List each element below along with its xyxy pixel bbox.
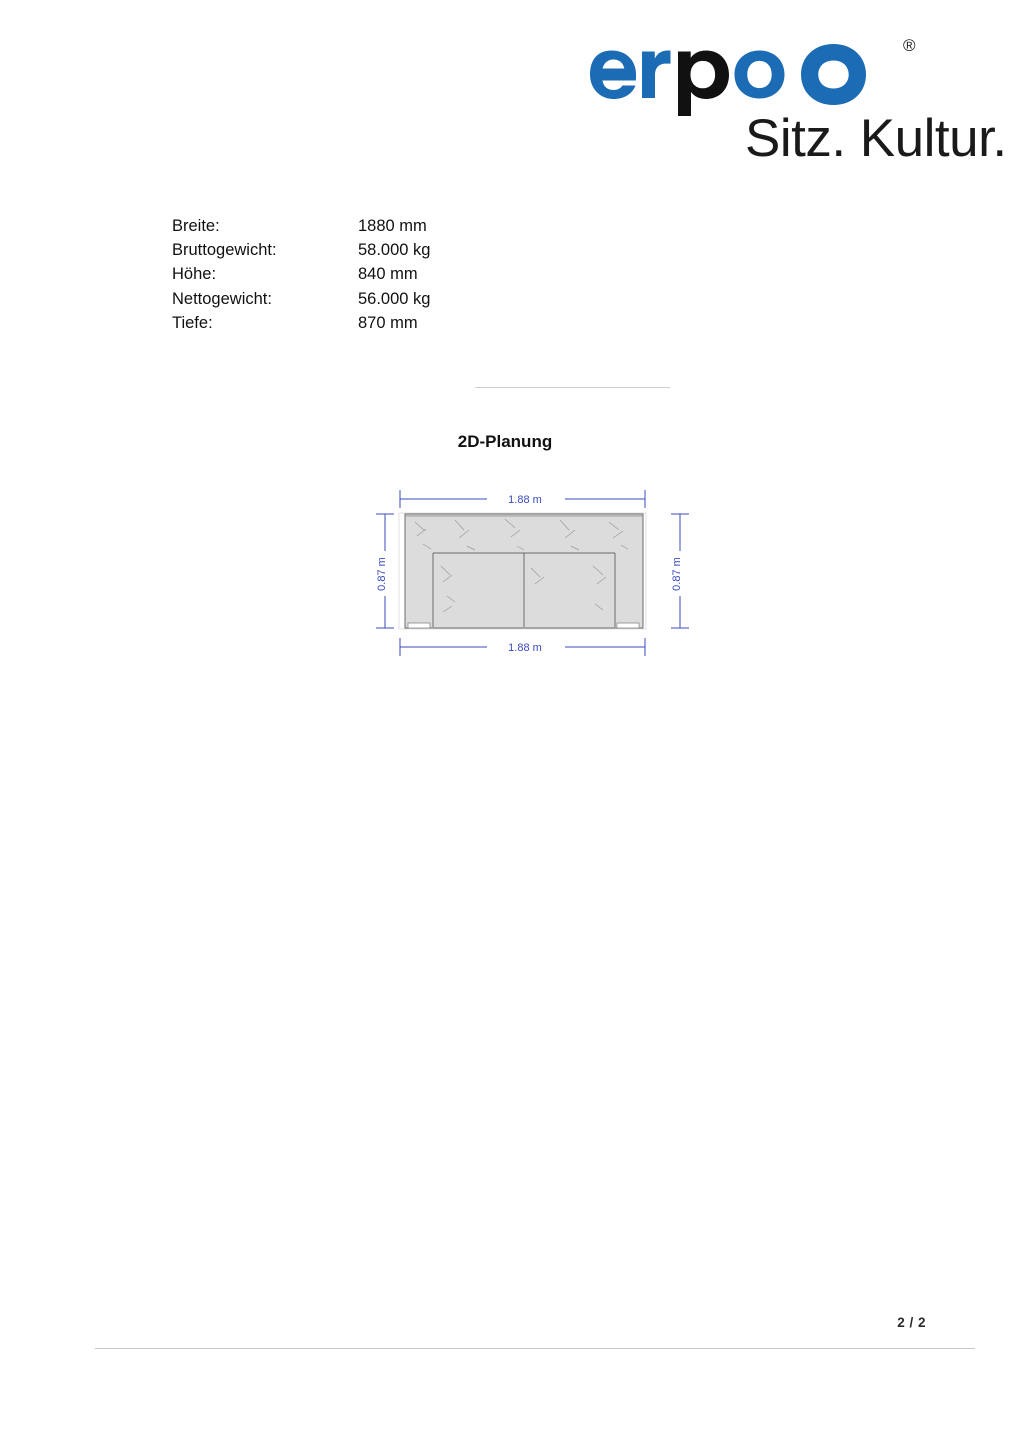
spec-value: 840 mm bbox=[358, 265, 418, 284]
spec-row bbox=[172, 214, 430, 238]
dimension-label-right: 0.87 m bbox=[671, 557, 683, 591]
spec-label: Höhe: bbox=[172, 265, 217, 284]
spec-row bbox=[172, 262, 430, 286]
logo-tagline: Sitz. Kultur. bbox=[745, 109, 1007, 168]
plan-title: 2D-Planung bbox=[457, 432, 553, 451]
spec-value: 1880 mm bbox=[358, 217, 427, 235]
footer-divider bbox=[95, 1348, 975, 1349]
spec-label: Breite: bbox=[172, 217, 220, 235]
brand-logo bbox=[590, 30, 1007, 170]
spec-label: Bruttogewicht: bbox=[172, 241, 277, 260]
dimension-label-bottom: 1.88 m bbox=[508, 642, 542, 654]
specifications-list bbox=[172, 214, 430, 335]
registered-trademark-icon: ® bbox=[903, 36, 916, 55]
erpo-logotype-icon bbox=[590, 30, 920, 116]
spec-row bbox=[172, 287, 430, 311]
floor-plan-drawing bbox=[355, 456, 715, 656]
spec-label: Nettogewicht: bbox=[172, 289, 272, 308]
spec-value: 58.000 kg bbox=[358, 241, 431, 260]
logo-wordmark bbox=[590, 30, 920, 112]
spec-value: 56.000 kg bbox=[358, 289, 431, 308]
spec-row bbox=[172, 238, 430, 262]
dimension-label-left: 0.87 m bbox=[376, 557, 388, 591]
plan-drawing-block bbox=[355, 432, 715, 662]
furniture-top-view bbox=[399, 513, 646, 629]
section-divider bbox=[475, 387, 670, 388]
dimension-label-top: 1.88 m bbox=[508, 494, 542, 506]
spec-value: 870 mm bbox=[358, 313, 418, 332]
spec-label: Tiefe: bbox=[172, 313, 213, 332]
page-number: 2 / 2 bbox=[897, 1315, 926, 1330]
spec-row bbox=[172, 311, 430, 335]
